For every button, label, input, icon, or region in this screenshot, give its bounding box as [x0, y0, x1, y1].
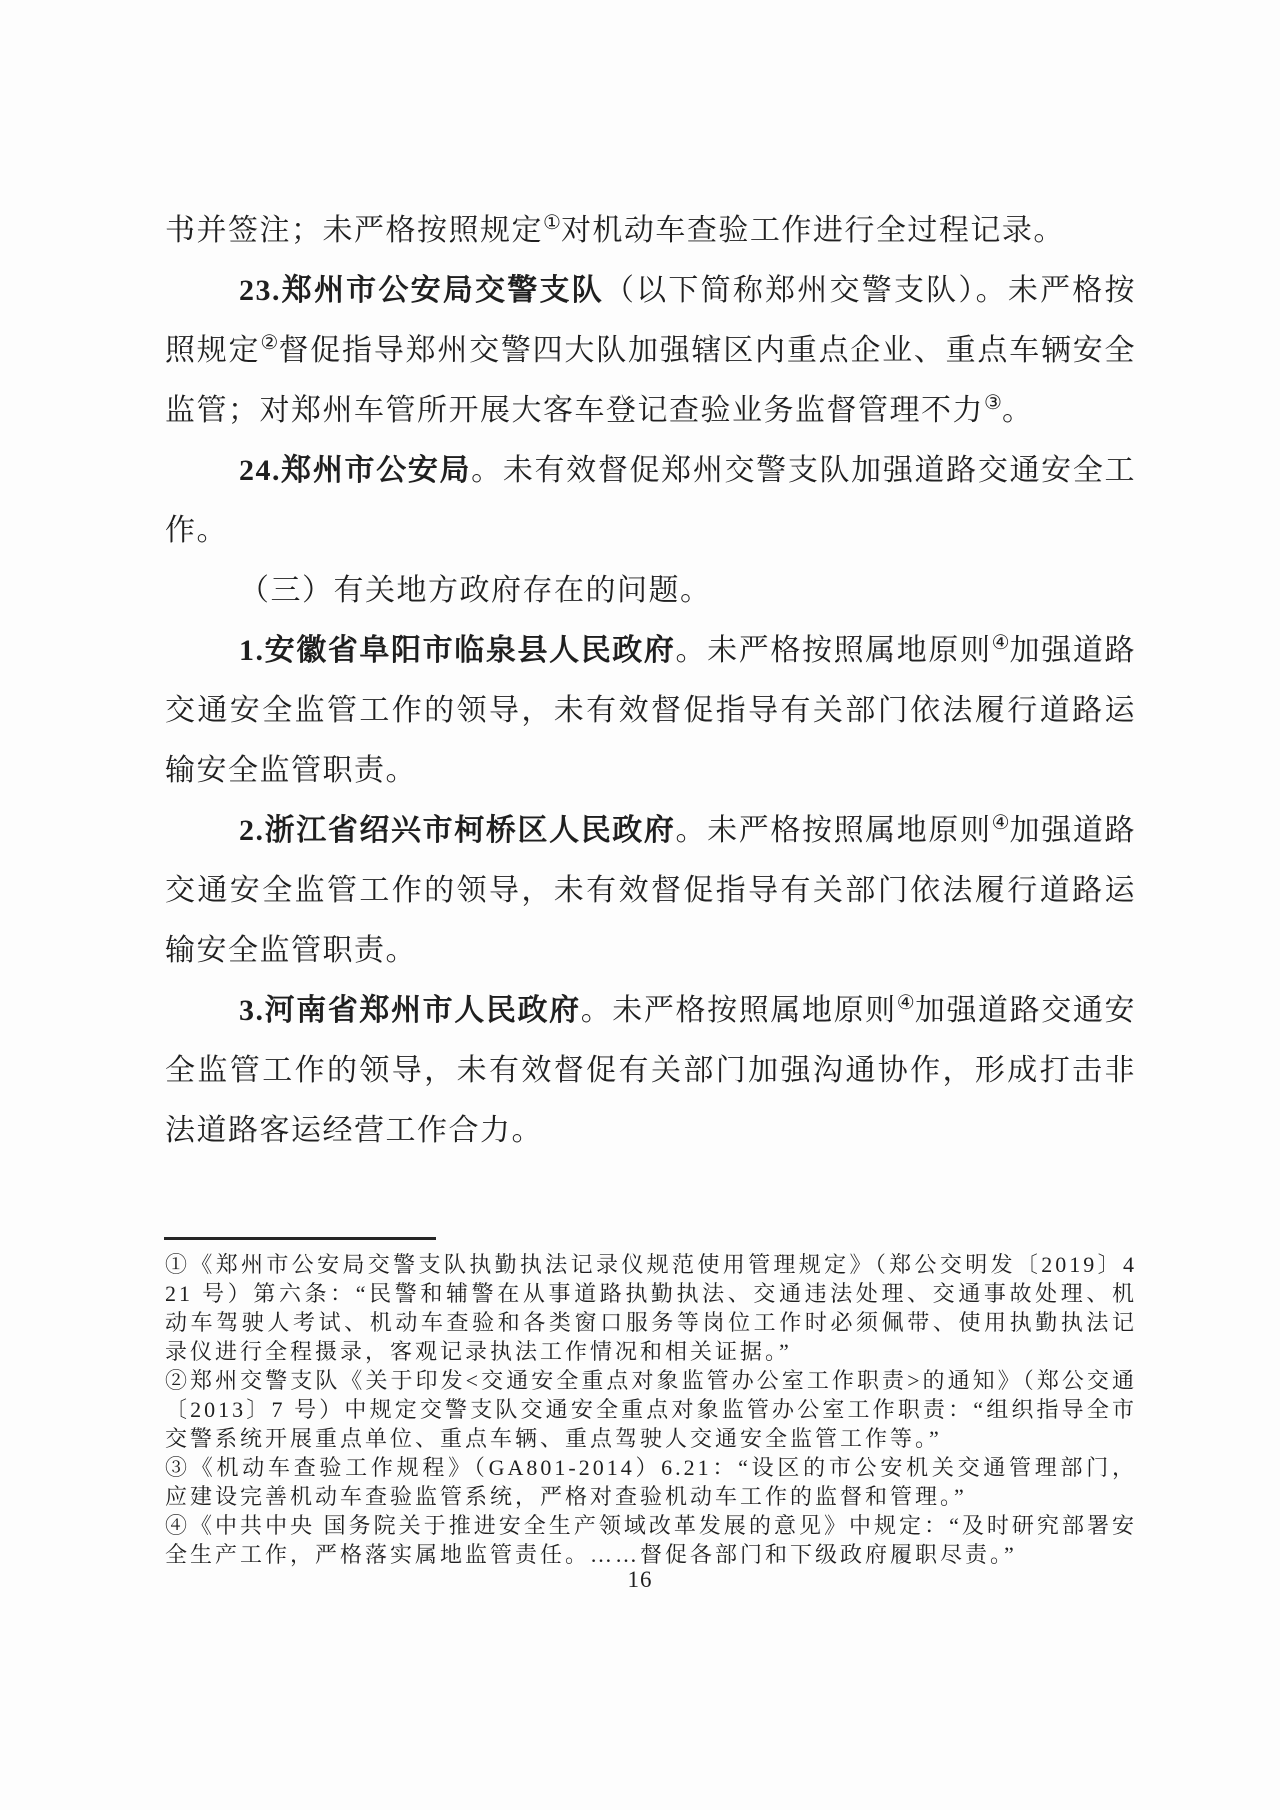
text-segment: 。	[1001, 394, 1034, 427]
footnote-ref: ④	[896, 992, 915, 1014]
text-segment: （三）有关地方政府存在的问题。	[239, 574, 712, 607]
footnote-item: ②郑州交警支队《关于印发<交通安全重点对象监管办公室工作职责>的通知》（郑公交通〔2013〕7 号）中规定交警支队交通安全重点对象监管办公室工作职责：“组织指导全市交警系统开展重点单位、重点车辆、重点驾驶人交通安全监管工作等。”	[165, 1368, 1137, 1451]
text-segment: 督促指导郑州交警四大队加强辖区内重点企业、重点车辆安全监管；对郑州车管所开展大客车登记查验业务监督管理不力	[165, 334, 1137, 427]
footnote-ref: ④	[991, 812, 1010, 834]
footnote-item: ①《郑州市公安局交警支队执勤执法记录仪规范使用管理规定》（郑公交明发〔2019〕421 号）第六条：“民警和辅警在从事道路执勤执法、交通违法处理、交通事故处理、机动车驾驶人考试、机动车查验和各类窗口服务等岗位工作时必须佩带、使用执勤执法记录仪进行全程摄录，客观记录执法工作情况和相关证据。”	[165, 1252, 1137, 1364]
text-segment: 加强道路交通安全监管工作的领导，未有效督促指导有关部门依法履行道路运输安全监管职责。	[165, 634, 1136, 787]
footnote-ref: ③	[984, 392, 1002, 414]
text-segment: 加强道路交通安全监管工作的领导，未有效督促指导有关部门依法履行道路运输安全监管职责。	[165, 814, 1136, 967]
footnote-ref: ②	[260, 332, 279, 354]
bold-lead: 23.郑州市公安局交警支队	[239, 274, 604, 307]
text-segment: 。未严格按照属地原则	[675, 634, 992, 667]
bold-lead: 1.安徽省阜阳市临泉县人民政府	[239, 634, 676, 667]
text-segment: 。未严格按照属地原则	[580, 994, 897, 1027]
item-23	[165, 261, 1136, 441]
footnote-ref: ①	[543, 212, 561, 234]
item-24	[165, 441, 1136, 561]
text-segment: （以下简称郑州交警支队）。未严格按照规定	[165, 274, 1137, 367]
bold-lead: 24.郑州市公安局	[239, 454, 472, 487]
text-segment: 。未有效督促郑州交警支队加强道路交通安全工作。	[165, 454, 1137, 547]
text-segment: 加强道路交通安全监管工作的领导，未有效督促有关部门加强沟通协作，形成打击非法道路客运经营工作合力。	[165, 994, 1136, 1147]
footnote-separator	[164, 1237, 436, 1240]
text-segment: 对机动车查验工作进行全过程记录。	[560, 214, 1065, 247]
item-3	[165, 981, 1136, 1161]
text-segment: 书并签注；未严格按照规定	[165, 214, 543, 247]
text-segment: 。未严格按照属地原则	[675, 814, 992, 847]
paragraph-continuation	[165, 201, 1136, 261]
footnotes	[165, 1250, 1137, 1569]
footnote-item: ④《中共中央 国务院关于推进安全生产领域改革发展的意见》中规定：“及时研究部署安全生产工作，严格落实属地监管责任。……督促各部门和下级政府履职尽责。”	[165, 1513, 1137, 1567]
section-heading	[165, 561, 1136, 621]
footnote-ref: ④	[991, 632, 1010, 654]
body-text	[165, 201, 1136, 1161]
footnote-item: ③《机动车查验工作规程》（GA801-2014）6.21：“设区的市公安机关交通管理部门，应建设完善机动车查验监管系统，严格对查验机动车工作的监督和管理。”	[165, 1455, 1137, 1509]
page-number: 16	[627, 1567, 653, 1592]
bold-lead: 3.河南省郑州市人民政府	[239, 994, 581, 1027]
bold-lead: 2.浙江省绍兴市柯桥区人民政府	[239, 814, 676, 847]
item-1	[165, 621, 1136, 801]
item-2	[165, 801, 1136, 981]
